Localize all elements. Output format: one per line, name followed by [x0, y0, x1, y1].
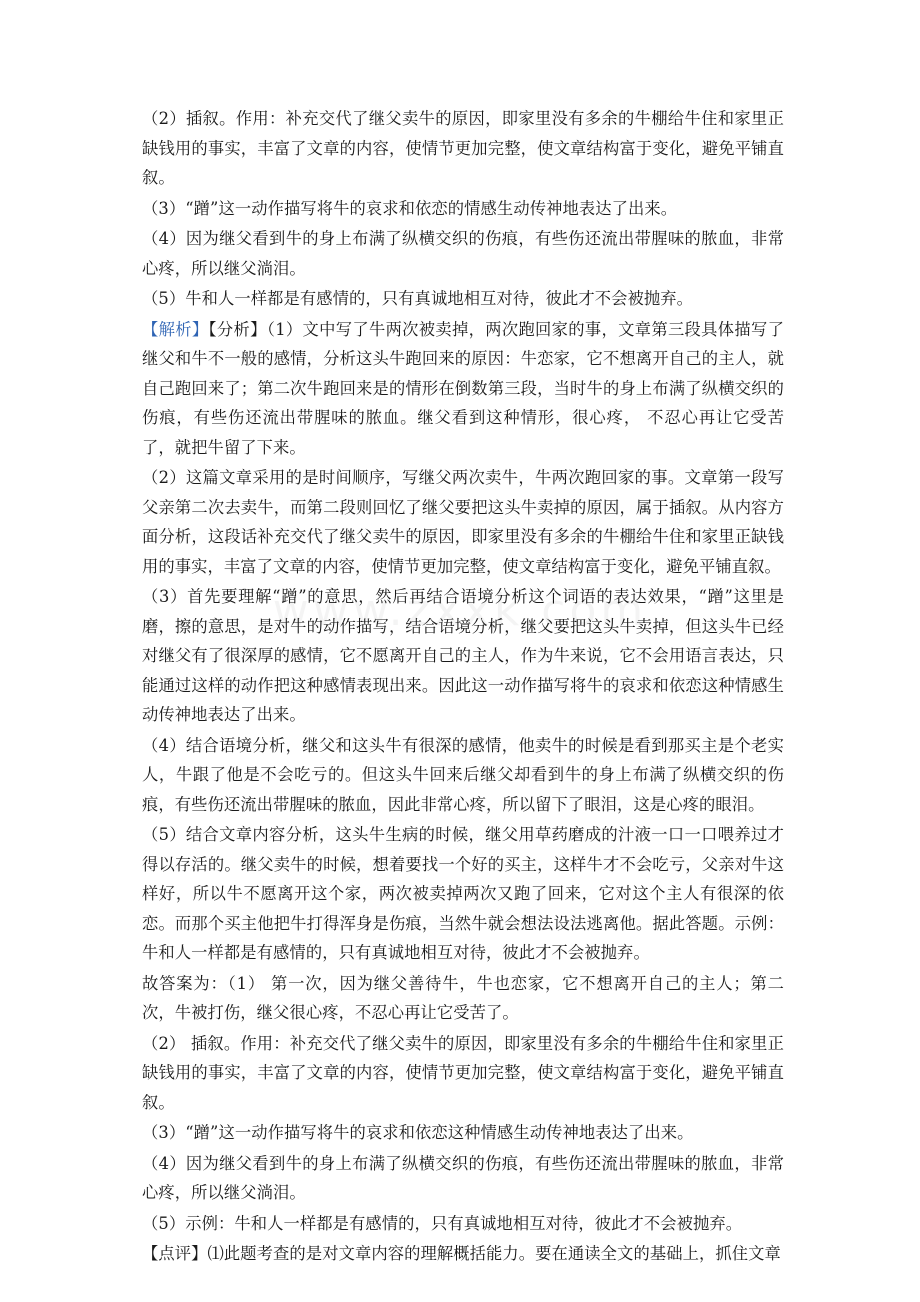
- final-answer-2: （2） 插叙。作用：补充交代了继父卖牛的原因，即家里没有多余的牛棚给牛住和家里正缺钱用的事实，丰富了文章的内容，使情节更加完整，使文章结构富于变化，避免平铺直叙。: [142, 1033, 784, 1112]
- analysis-2: （2）这篇文章采用的是时间顺序，写继父两次卖牛，牛两次跑回家的事。文章第一段写父亲第二次去卖牛，而第二段则回忆了继父要把这头牛卖掉的原因，属于插叙。从内容方面分析，这段话补充交代了继父卖牛的原因，即家里没有多余的牛棚给牛住和家里正缺钱用的事实，丰富了文章的内容，使情节更加完整，使文章结构富于变化，避免平铺直叙。: [142, 468, 784, 576]
- answer-5: （5）牛和人一样都是有感情的，只有真诚地相互对待，彼此才不会被抛弃。: [142, 289, 694, 308]
- analysis-3: （3）首先要理解“蹭”的意思，然后再结合语境分析这个词语的表达效果，“蹭”这里是磨，擦的意思，是对牛的动作描写，结合语境分析，继父要把这头牛卖掉，但这头牛已经对继父有了很深厚的感情，它不愿离开自己的主人，作为牛来说，它不会用语言表达，只能通过这样的动作把这种感情表现出来。因此这一动作描写将牛的哀求和依恋这种情感生动传神地表达了出来。: [142, 587, 784, 724]
- analysis-1-text: 【分析】（1）文中写了牛两次被卖掉，两次跑回家的事，文章第三段具体描写了继父和牛不一般的感情，分析这头牛跑回来的原因：牛恋家，它不想离开自己的主人，就自己跑回来了；第二次牛跑回来是的情形在倒数第三段，当时牛的身上布满了纵横交织的伤痕，有些伤还流出带腥味的脓血。继父看到这种情形，很心疼， 不忍心再让它受苦了，就把牛留了下来。: [142, 319, 784, 457]
- final-answer-5: （5）示例：牛和人一样都是有感情的，只有真诚地相互对待，彼此才不会被抛弃。: [142, 1213, 743, 1233]
- final-answer-3: （3）“蹭”这一动作描写将牛的哀求和依恋这种情感生动传神地表达了出来。: [142, 1123, 694, 1142]
- document-body: [142, 104, 784, 1270]
- final-answer-1: 故答案为：（1） 第一次，因为继父善待牛，牛也恋家，它不想离开自己的主人；第二次，牛被打伤，继父很心疼，不忍心再让它受苦了。: [142, 973, 784, 1022]
- comment: 【点评】⑴此题考查的是对文章内容的理解概括能力。要在通读全文的基础上，抓住文章: [142, 1244, 781, 1263]
- analysis-4: （4）结合语境分析，继父和这头牛有很深的感情，他卖牛的时候是看到那买主是个老实人，牛跟了他是不会吃亏的。但这头牛回来后继父却看到牛的身上布满了纵横交织的伤痕，有些伤还流出带腥味的脓血，因此非常心疼，所以留下了眼泪，这是心疼的眼泪。: [142, 735, 784, 814]
- answer-3: （3）“蹭”这一动作描写将牛的哀求和依恋的情感生动传神地表达了出来。: [142, 198, 678, 218]
- final-answer-4: （4）因为继父看到牛的身上布满了纵横交织的伤痕，有些伤还流出带腥味的脓血，非常心疼，所以继父淌泪。: [142, 1153, 784, 1202]
- analysis-label: 【解析】: [142, 319, 209, 339]
- answer-2: （2）插叙。作用：补充交代了继父卖牛的原因，即家里没有多余的牛棚给牛住和家里正缺钱用的事实，丰富了文章的内容，使情节更加完整，使文章结构富于变化，避免平铺直叙。: [142, 109, 784, 187]
- answer-4: （4）因为继父看到牛的身上布满了纵横交织的伤痕，有些伤还流出带腥味的脓血，非常心疼，所以继父淌泪。: [142, 229, 784, 278]
- analysis-1: [142, 315, 784, 463]
- analysis-5: （5）结合文章内容分析，这头牛生病的时候，继父用草药磨成的汁液一口一口喂养过才得以存活的。继父卖牛的时候，想着要找一个好的买主，这样牛才不会吃亏，父亲对牛这样好，所以牛不愿离开这个家，两次被卖掉两次又跑了回来，它对这个主人有很深的依恋。而那个买主他把牛打得浑身是伤痕，当然牛就会想法设法逃离他。据此答题。示例：牛和人一样都是有感情的，只有真诚地相互对待，彼此才不会被抛弃。: [142, 825, 784, 962]
